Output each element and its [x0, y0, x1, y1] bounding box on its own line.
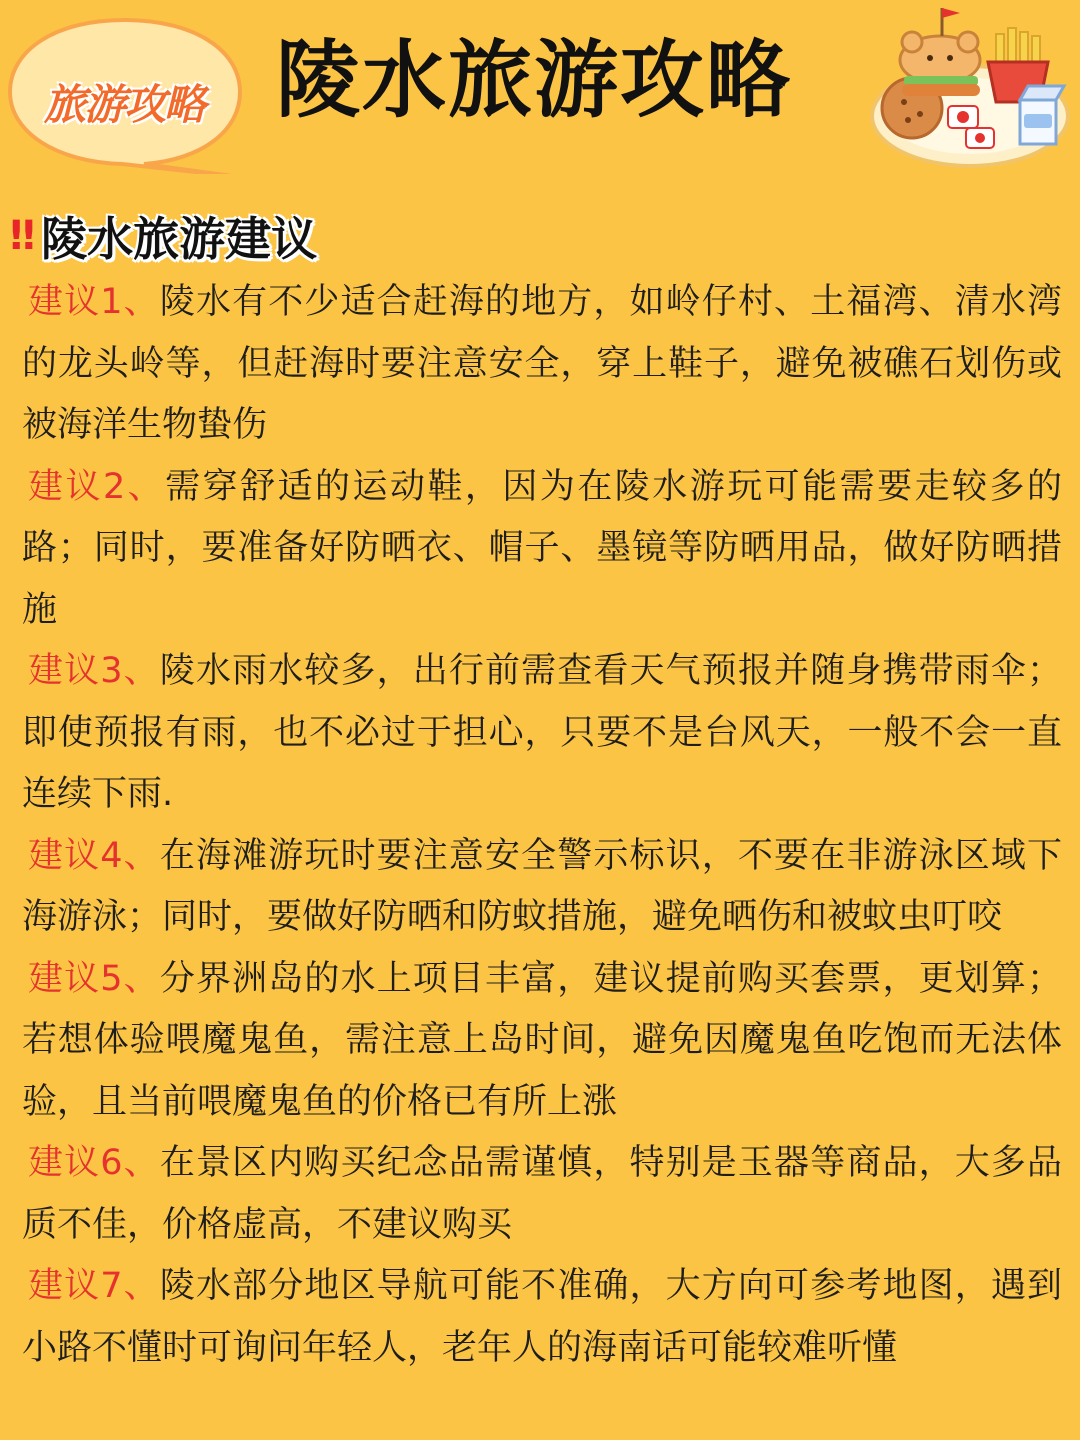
tip-text: 陵水雨水较多，出行前需查看天气预报并随身携带雨伞；即使预报有雨，也不必过于担心，只要不是台风天，一般不会一直连续下雨. — [22, 651, 1062, 814]
tip-label: 建议7、 — [28, 1266, 160, 1306]
badge-label: 旅游攻略 — [43, 80, 204, 129]
tip-label: 建议5、 — [28, 958, 160, 999]
list-item — [22, 641, 1062, 826]
page-title: 陵水旅游攻略 — [276, 31, 793, 129]
tip-label: 建议4、 — [28, 835, 160, 876]
tips-list — [22, 272, 1062, 1379]
section-heading — [10, 206, 317, 266]
tip-text: 需穿舒适的运动鞋，因为在陵水游玩可能需要走较多的路；同时，要准备好防晒衣、帽子、墨镜等防晒用品，做好防晒措施 — [22, 466, 1062, 630]
list-item — [22, 826, 1062, 949]
tip-text: 分界洲岛的水上项目丰富，建议提前购买套票，更划算；若想体验喂魔鬼鱼，需注意上岛时间，避免因魔鬼鱼吃饱而无法体验，且当前喂魔鬼鱼的价格已有所上涨 — [22, 958, 1062, 1122]
list-item — [22, 1133, 1062, 1256]
section-title: 陵水旅游建议 — [41, 212, 318, 266]
header — [0, 0, 1080, 190]
tip-label: 建议3、 — [28, 651, 160, 691]
double-exclamation-icon: ‼ — [10, 213, 30, 259]
speech-bubble-icon — [4, 14, 244, 174]
list-item — [22, 272, 1062, 457]
tip-text: 在景区内购买纪念品需谨慎，特别是玉器等商品，大多品质不佳，价格虚高，不建议购买 — [22, 1143, 1062, 1245]
list-item — [22, 949, 1062, 1134]
list-item — [22, 1256, 1062, 1379]
tip-text: 在海滩游玩时要注意安全警示标识，不要在非游泳区域下海游泳；同时，要做好防晒和防蚊措施，避免晒伤和被蚊虫叮咬 — [22, 835, 1062, 937]
food-plate-illustration — [868, 4, 1074, 174]
tip-label: 建议1、 — [28, 282, 160, 322]
tip-label: 建议6、 — [28, 1143, 160, 1183]
tip-text: 陵水有不少适合赶海的地方，如岭仔村、土福湾、清水湾的龙头岭等，但赶海时要注意安全，穿上鞋子，避免被礁石划伤或被海洋生物蛰伤 — [22, 282, 1062, 445]
tip-label: 建议2、 — [28, 466, 166, 507]
list-item — [22, 457, 1062, 642]
tip-text: 陵水部分地区导航可能不准确，大方向可参考地图，遇到小路不懂时可询问年轻人，老年人的海南话可能较难听懂 — [22, 1266, 1062, 1368]
